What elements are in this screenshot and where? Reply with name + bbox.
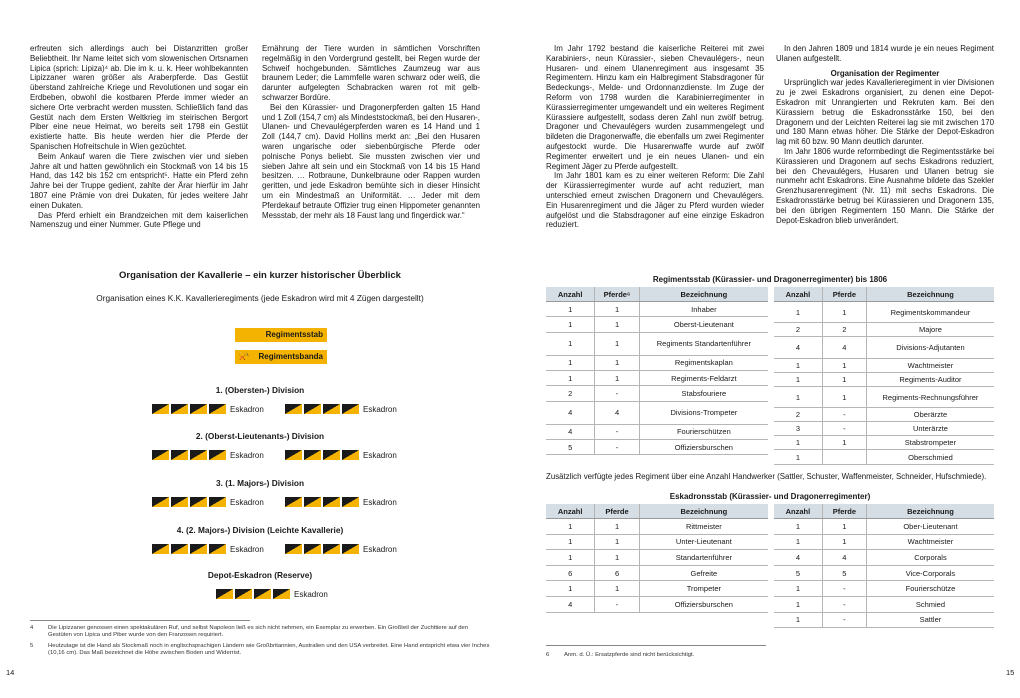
zug-flag-icon	[273, 589, 290, 599]
column-header: Anzahl	[546, 287, 595, 302]
table-cell: 1	[595, 534, 639, 550]
table-cell: Regimentskommandeur	[866, 302, 994, 323]
table-cell: 1	[774, 450, 822, 464]
table-header-row	[774, 504, 994, 519]
table-row	[546, 565, 768, 581]
table-row	[774, 323, 994, 337]
table-cell: Regiments-Rechnungsführer	[866, 386, 994, 407]
table-cell: Regiments-Auditor	[866, 372, 994, 386]
table-cell: -	[595, 440, 639, 455]
table-row	[546, 581, 768, 597]
zug-flag-icon	[342, 404, 359, 414]
table-cell: 1	[774, 386, 822, 407]
table-row	[774, 596, 994, 612]
eskadron-label: Eskadron	[230, 497, 264, 507]
zug-flag-icon	[285, 404, 302, 414]
zug-flag-icon	[285, 450, 302, 460]
table-cell: 1	[595, 302, 639, 317]
table-row	[546, 355, 768, 370]
eskadron-label: Eskadron	[363, 544, 397, 554]
table-row	[774, 534, 994, 550]
table-header-row	[774, 287, 994, 302]
eskadron-label: Eskadron	[230, 404, 264, 414]
right-column-2	[776, 44, 994, 225]
zug-flag-icon	[285, 497, 302, 507]
table-row	[774, 337, 994, 358]
table-cell: -	[822, 422, 866, 436]
table-cell: 1	[595, 371, 639, 386]
zug-flag-icon	[323, 544, 340, 554]
table-cell: Divisions-Trompeter	[639, 401, 768, 424]
table-cell: Gefreite	[639, 565, 768, 581]
table-row	[774, 550, 994, 566]
table-cell: 1	[546, 371, 595, 386]
table-header-row	[546, 504, 768, 519]
division-heading: 2. (Oberst-Lieutenants-) Division	[195, 431, 325, 441]
zug-flag-icon	[323, 497, 340, 507]
column-header: Bezeichnung	[639, 287, 768, 302]
table-cell: 1	[595, 355, 639, 370]
table-row	[774, 612, 994, 628]
zug-flag-icon	[304, 450, 321, 460]
table-cell: 1	[546, 519, 595, 535]
table-cell: 1	[822, 534, 866, 550]
eskadron-group	[285, 544, 397, 554]
zug-flag-icon	[152, 450, 169, 460]
paragraph: erfreuten sich allerdings auch bei Distanzritten großer Beliebtheit. Ihr Name leitet sich vom slowenischen Ortsnamen Lipica (sprich: Lipiza)⁴ ab. Die im k. u. k. Heer wohlbekannten Lipizzaner waren größer als Araberpferde. Das Gestüt überstand zahlreiche Kriege und Revolutionen und sogar ein Erdbeben, obwohl die kostbaren Pferde immer wieder an sichere Orte verbracht werden mussten. Schließlich fand das Gestüt nach dem Ersten Weltkrieg im steirischen Bergort Piber eine neue Heimat, wo bereits seit 1798 ein Gestüt existierte hatte. Bis heute werden hier die Pferde der Spanischen Hofreitschule in Wien gezüchtet.	[30, 44, 248, 151]
table-cell: Oberst-Lieutenant	[639, 317, 768, 332]
table-cell: Offiziersburschen	[639, 440, 768, 455]
zug-flag-icon	[304, 544, 321, 554]
zug-flag-icon	[152, 497, 169, 507]
table-row	[774, 450, 994, 464]
zug-flag-icon	[254, 589, 271, 599]
table-row	[546, 371, 768, 386]
table-cell: Wachtmeister	[866, 358, 994, 372]
table-cell: -	[822, 612, 866, 628]
zug-flag-icon	[190, 450, 207, 460]
table-cell: Unterärzte	[866, 422, 994, 436]
division-heading: 3. (1. Majors-) Division	[215, 478, 305, 488]
table-cell: 6	[595, 565, 639, 581]
table-cell: -	[595, 424, 639, 439]
table-cell: 6	[546, 565, 595, 581]
eskadron-label: Eskadron	[363, 450, 397, 460]
table-cell: Fourierschützen	[639, 424, 768, 439]
table-cell: Trompeter	[639, 581, 768, 597]
table-cell: Sattler	[866, 612, 994, 628]
table-cell: 1	[774, 534, 822, 550]
page-number: 15	[1006, 668, 1015, 677]
table-cell: 1	[546, 581, 595, 597]
table-cell: 1	[822, 358, 866, 372]
table-cell: 3	[774, 422, 822, 436]
table-cell: 1	[774, 596, 822, 612]
footnote: 4 Die Lipizzaner genossen einen spektakulären Ruf, und selbst Napoleon ließ es sich nicht nehmen, ein Exemplar zu erwerben. Ein Großteil der Zuchttiere auf den Gestüten von Lipica und Piber wurde von den Franzosen requiriert.	[30, 625, 469, 639]
table-cell: Regiments Standartenführer	[639, 332, 768, 355]
table-cell: 1	[595, 519, 639, 535]
page-number: 14	[6, 668, 15, 677]
table-cell: 1	[774, 436, 822, 450]
zug-flag-icon	[171, 497, 188, 507]
eskadron-label: Eskadron	[230, 544, 264, 554]
zug-flag-icon	[171, 404, 188, 414]
table-header-row	[546, 287, 768, 302]
table-cell: -	[595, 596, 639, 612]
zug-flag-icon	[216, 589, 233, 599]
table-cell: Ober-Lieutenant	[866, 519, 994, 535]
table-row	[774, 302, 994, 323]
zug-flag-icon	[171, 544, 188, 554]
table-cell: -	[822, 408, 866, 422]
table-cell: Stabstrompeter	[866, 436, 994, 450]
table-cell: 4	[822, 550, 866, 566]
right-column-1	[546, 44, 764, 230]
table-cell: 1	[546, 355, 595, 370]
paragraph: Bei den Kürassier- und Dragonerpferden galten 15 Hand und 1 Zoll (154,7 cm) als Mindeststockmaß, bei den Husaren-, Ulanen- und Chevaulégerpferden waren es 14 Hand und 1 Zoll (144,7 cm). David Hollins merkt an: „Bei den Husaren waren ungarische oder siebenbürgische Pferde oder polnische Ponys beliebt. Sie mussten zwischen vier und sieben Jahre alt sein und ein Stockmaß von 14 bis 15 Hand besitzen. … Rotbraune, Dunkelbraune oder Rappen wurden geritten, und jede Eskadron bemühte sich in dieser Hinsicht um ein Mindestmaß an Uniformität. … Jeder mit dem Pferdekauf betraute Offizier trug einen Hippometer genannten Messstab, der mehr als 18 Faust lang und fingerdick war.“	[262, 102, 480, 220]
table-cell: 1	[595, 317, 639, 332]
table-cell: 1	[774, 302, 822, 323]
eskadron-group	[152, 404, 264, 414]
table-cell: 4	[595, 401, 639, 424]
zug-flag-icon	[209, 497, 226, 507]
table-cell: 2	[774, 323, 822, 337]
table-cell: 2	[774, 408, 822, 422]
table-row	[774, 565, 994, 581]
column-header: Anzahl	[546, 504, 595, 519]
left-column-1	[30, 44, 248, 230]
eskadron-group	[285, 450, 397, 460]
table-row	[546, 317, 768, 332]
table-cell: Inhaber	[639, 302, 768, 317]
handwerker-note: Zusätzlich verfügte jedes Regiment über eine Anzahl Handwerker (Sattler, Schuster, Waffenmeister, Schneider, Hufschmiede).	[546, 472, 987, 481]
table-cell: Oberärzte	[866, 408, 994, 422]
table-cell: 1	[546, 534, 595, 550]
table-row	[546, 332, 768, 355]
column-header: Pferde	[822, 287, 866, 302]
table-cell: 1	[774, 581, 822, 597]
table-cell: 1	[774, 358, 822, 372]
regimentsstab-table-left	[546, 287, 768, 455]
table-row	[546, 440, 768, 455]
table-cell: Majore	[866, 323, 994, 337]
table-cell: 5	[774, 565, 822, 581]
table-cell: 1	[774, 372, 822, 386]
zug-flag-icon	[152, 544, 169, 554]
table-row	[546, 534, 768, 550]
paragraph: Beim Ankauf waren die Tiere zwischen vier und sieben Jahre alt und hatten gewöhnlich ein Stockmaß von 14 bis 15 Hand, das 142 bis 152 cm entspricht⁵. Hatte ein Pferd zehn Jahre bei der Truppe gedient, zahlte der Ärar hierfür im Jahr 1807 eine Prämie von drei Dukaten, für jedes weitere Jahr einen Dukaten.	[30, 151, 248, 210]
column-header: Bezeichnung	[639, 504, 768, 519]
zug-flag-icon	[235, 589, 252, 599]
division-heading: 4. (2. Majors-) Division (Leichte Kavallerie)	[176, 525, 344, 535]
eskadron-label: Eskadron	[230, 450, 264, 460]
table-row	[546, 401, 768, 424]
table-cell: 1	[822, 436, 866, 450]
table-cell	[822, 450, 866, 464]
zug-flag-icon	[342, 497, 359, 507]
table-row	[774, 358, 994, 372]
zug-flag-icon	[152, 404, 169, 414]
right-page	[510, 0, 1020, 698]
paragraph: Das Pferd erhielt ein Brandzeichen mit dem kaiserlichen Namenszug und einer Nummer. Gute Pflege und	[30, 210, 248, 230]
table-row	[774, 408, 994, 422]
table-cell: 4	[822, 337, 866, 358]
eskadron-group	[216, 589, 328, 599]
column-header: Bezeichnung	[866, 287, 994, 302]
table-row	[774, 372, 994, 386]
zug-flag-icon	[323, 450, 340, 460]
regimentsbanda-label: Regimentsbanda	[258, 352, 323, 361]
table-cell: 1	[595, 332, 639, 355]
paragraph: Ernährung der Tiere wurden in sämtlichen Vorschriften regelmäßig in den Vordergrund gestellt, bei Regen wurde der Schweif hochgebunden. Sämtliches Zaumzeug war aus braunem Leder; die Lammfelle waren schwarz oder weiß, die darunter aufgelegten Schabracken waren rot mit gelb-schwarzer Bordüre.	[262, 44, 480, 102]
zug-flag-icon	[209, 450, 226, 460]
footnote: 6 Anm. d. Ü.: Ersatzpferde sind nicht berücksichtigt.	[546, 652, 695, 658]
paragraph: In den Jahren 1809 und 1814 wurde je ein neues Regiment Ulanen aufgestellt.	[776, 44, 994, 63]
table-row	[546, 302, 768, 317]
table-caption: Regimentsstab (Kürassier- und Dragonerregimenter) bis 1806	[652, 275, 888, 284]
table-cell: 4	[546, 596, 595, 612]
column-header: Pferde	[822, 504, 866, 519]
zug-flag-icon	[190, 544, 207, 554]
column-header: Pferde	[595, 504, 639, 519]
table-row	[546, 596, 768, 612]
zug-flag-icon	[304, 404, 321, 414]
table-row	[546, 386, 768, 401]
table-cell: 4	[546, 424, 595, 439]
table-cell: 2	[822, 323, 866, 337]
eskadron-label: Eskadron	[294, 589, 328, 599]
eskadron-group	[152, 450, 264, 460]
table-cell: Schmied	[866, 596, 994, 612]
table-cell: Regiments-Feldarzt	[639, 371, 768, 386]
paragraph: Im Jahr 1806 wurde reformbedingt die Regimentsstärke bei Kürassieren und Dragonern auf sechs Eskadrons reduziert, bei den Chevaulégers, Husaren und Ulanen betrug sie nunmehr acht Eskadrons. Eine Ausnahme bildete das Szekler Grenzhusarenregiment (Nr. 11) mit sechs Eskadrons. Die Eskadronsstärke betrug bei Kürassieren und Dragonern 135, bei den übrigen Regimentern 150 Mann. Die Stärke der Depot-Eskadron blieb unverändert.	[776, 146, 994, 225]
footnote: 5 Heutzutage ist die Hand als Stockmaß noch in englischsprachigen Ländern wie Großbritannien, Australien und den USA verbreitet. Eine Hand entspricht etwa vier Inches (10,16 cm). Das Maß bezeichnet die Höhe zwischen Boden und Widerrist.	[30, 643, 490, 657]
division-heading: 1. (Obersten-) Division	[215, 385, 305, 395]
zug-flag-icon	[190, 404, 207, 414]
eskadron-group	[152, 497, 264, 507]
table-cell: Standartenführer	[639, 550, 768, 566]
table-cell: Regimentskaplan	[639, 355, 768, 370]
table-cell: 1	[546, 317, 595, 332]
table-row	[546, 519, 768, 535]
table-row	[546, 550, 768, 566]
table-cell: 1	[822, 372, 866, 386]
table-cell: 1	[595, 581, 639, 597]
table-cell: 1	[546, 332, 595, 355]
table-cell: 2	[546, 386, 595, 401]
table-cell: 1	[774, 612, 822, 628]
table-row	[774, 436, 994, 450]
column-header: Anzahl	[774, 287, 822, 302]
zug-flag-icon	[190, 497, 207, 507]
table-cell: 1	[546, 302, 595, 317]
table-cell: Rittmeister	[639, 519, 768, 535]
table-cell: Oberschmied	[866, 450, 994, 464]
table-cell: 1	[822, 386, 866, 407]
paragraph: Ursprünglich war jedes Kavallerieregiment in vier Divisionen zu je zwei Eskadrons organisiert, zu denen eine Depot-Eskadron mit Unrangierten und Rekruten kam. Bei den Kürassiern betrug die Eskadronsstärke 150, bei den Dragonern und der Leichten Reiterei lag sie mit zwischen 170 und 180 Mann etwas höher. Die Stärke der Depot-Eskadron lag mit 60 bzw. 90 Mann deutlich darunter.	[776, 78, 994, 147]
column-header: Anzahl	[774, 504, 822, 519]
eskadron-group	[152, 544, 264, 554]
table-cell: Wachtmeister	[866, 534, 994, 550]
zug-flag-icon	[342, 450, 359, 460]
table-cell: 1	[546, 550, 595, 566]
section-heading: Organisation der Regimenter	[830, 68, 940, 78]
table-row	[546, 424, 768, 439]
table-row	[774, 422, 994, 436]
eskadron-label: Eskadron	[363, 404, 397, 414]
left-column-2	[262, 44, 480, 220]
eskadron-group	[285, 497, 397, 507]
eskadron-label: Eskadron	[363, 497, 397, 507]
table-cell: -	[595, 386, 639, 401]
zug-flag-icon	[285, 544, 302, 554]
zug-flag-icon	[342, 544, 359, 554]
table-cell: 1	[822, 519, 866, 535]
regimentsstab-table-right	[774, 287, 994, 465]
table-cell: 1	[595, 550, 639, 566]
zug-flag-icon	[171, 450, 188, 460]
table-cell: Fourierschütze	[866, 581, 994, 597]
table-cell: Corporals	[866, 550, 994, 566]
table-row	[774, 581, 994, 597]
zug-flag-icon	[209, 544, 226, 554]
zug-flag-icon	[304, 497, 321, 507]
table-cell: 4	[774, 550, 822, 566]
zug-flag-icon	[209, 404, 226, 414]
table-cell: Unter-Lieutenant	[639, 534, 768, 550]
eskadronsstab-table-right	[774, 504, 994, 628]
table-row	[774, 386, 994, 407]
regimentsstab-box: Regimentsstab	[235, 328, 327, 342]
column-header: Pferde⁶	[595, 287, 639, 302]
table-cell: -	[822, 581, 866, 597]
column-header: Bezeichnung	[866, 504, 994, 519]
table-cell: Stabsfouriere	[639, 386, 768, 401]
footnote-divider	[546, 645, 766, 646]
section-title: Organisation der Kavallerie – ein kurzer historischer Überblick	[119, 270, 401, 281]
table-row	[774, 519, 994, 535]
division-heading: Depot-Eskadron (Reserve)	[207, 570, 313, 580]
table-cell: Divisions-Adjutanten	[866, 337, 994, 358]
paragraph: Im Jahr 1792 bestand die kaiserliche Reiterei mit zwei Karabiniers-, neun Kürassier-, sieben Chevaulégers-, neun Husaren- und einem Ulanenregiment aus insgesamt 35 Regimentern. Hinzu kam ein Halbregiment Stabsdragoner für Bedeckungs-, Melde- und Ordonnanzdienste. Im Zuge der Reform von 1798 wurden die Karabinierregimenter in Kürassierregimenter umgewandelt und ein weiteres Regiment Kürassiere aufgestellt, sodass deren Zahl nun zwölf betrug. Dragoner und Chevaulégers wurden zusammengelegt und bildeten die Dragonerwaffe, die ebenfalls um zwei Regimenter aufgestockt wurde. Die Husarenwaffe wurde auf zwölf Regimenter erweitert und je ein neues Ulanen- und ein Regiment Jäger zu Pferde aufgestellt.	[546, 44, 764, 171]
table-cell: 4	[546, 401, 595, 424]
eskadron-group	[285, 404, 397, 414]
paragraph: Im Jahr 1801 kam es zu einer weiteren Reform: Die Zahl der Kürassierregimenter wurde auf acht reduziert, man unterschied erneut zwischen Dragonern und Chevaulégers. Ein Husarenregiment und die Jäger zu Pferd wurden wieder aufgelöst und die Stabsdragoner auf eine einzige Eskadron reduziert.	[546, 171, 764, 230]
table-cell: Offiziersburschen	[639, 596, 768, 612]
table-cell: Vice-Corporals	[866, 565, 994, 581]
table-cell: -	[822, 596, 866, 612]
table-cell: 5	[546, 440, 595, 455]
table-cell: 5	[822, 565, 866, 581]
table-caption: Eskadronsstab (Kürassier- und Dragonerregimenter)	[669, 492, 871, 501]
table-cell: 4	[774, 337, 822, 358]
regimentsbanda-box	[235, 350, 327, 364]
footnote-divider	[30, 620, 250, 621]
eskadronsstab-table-left	[546, 504, 768, 613]
section-subtitle: Organisation eines K.K. Kavallerieregiments (jede Eskadron wird mit 4 Zügen dargestellt)	[96, 293, 424, 303]
table-cell: 1	[774, 519, 822, 535]
table-cell: 1	[822, 302, 866, 323]
trumpet-icon: 📯	[237, 351, 250, 362]
zug-flag-icon	[323, 404, 340, 414]
